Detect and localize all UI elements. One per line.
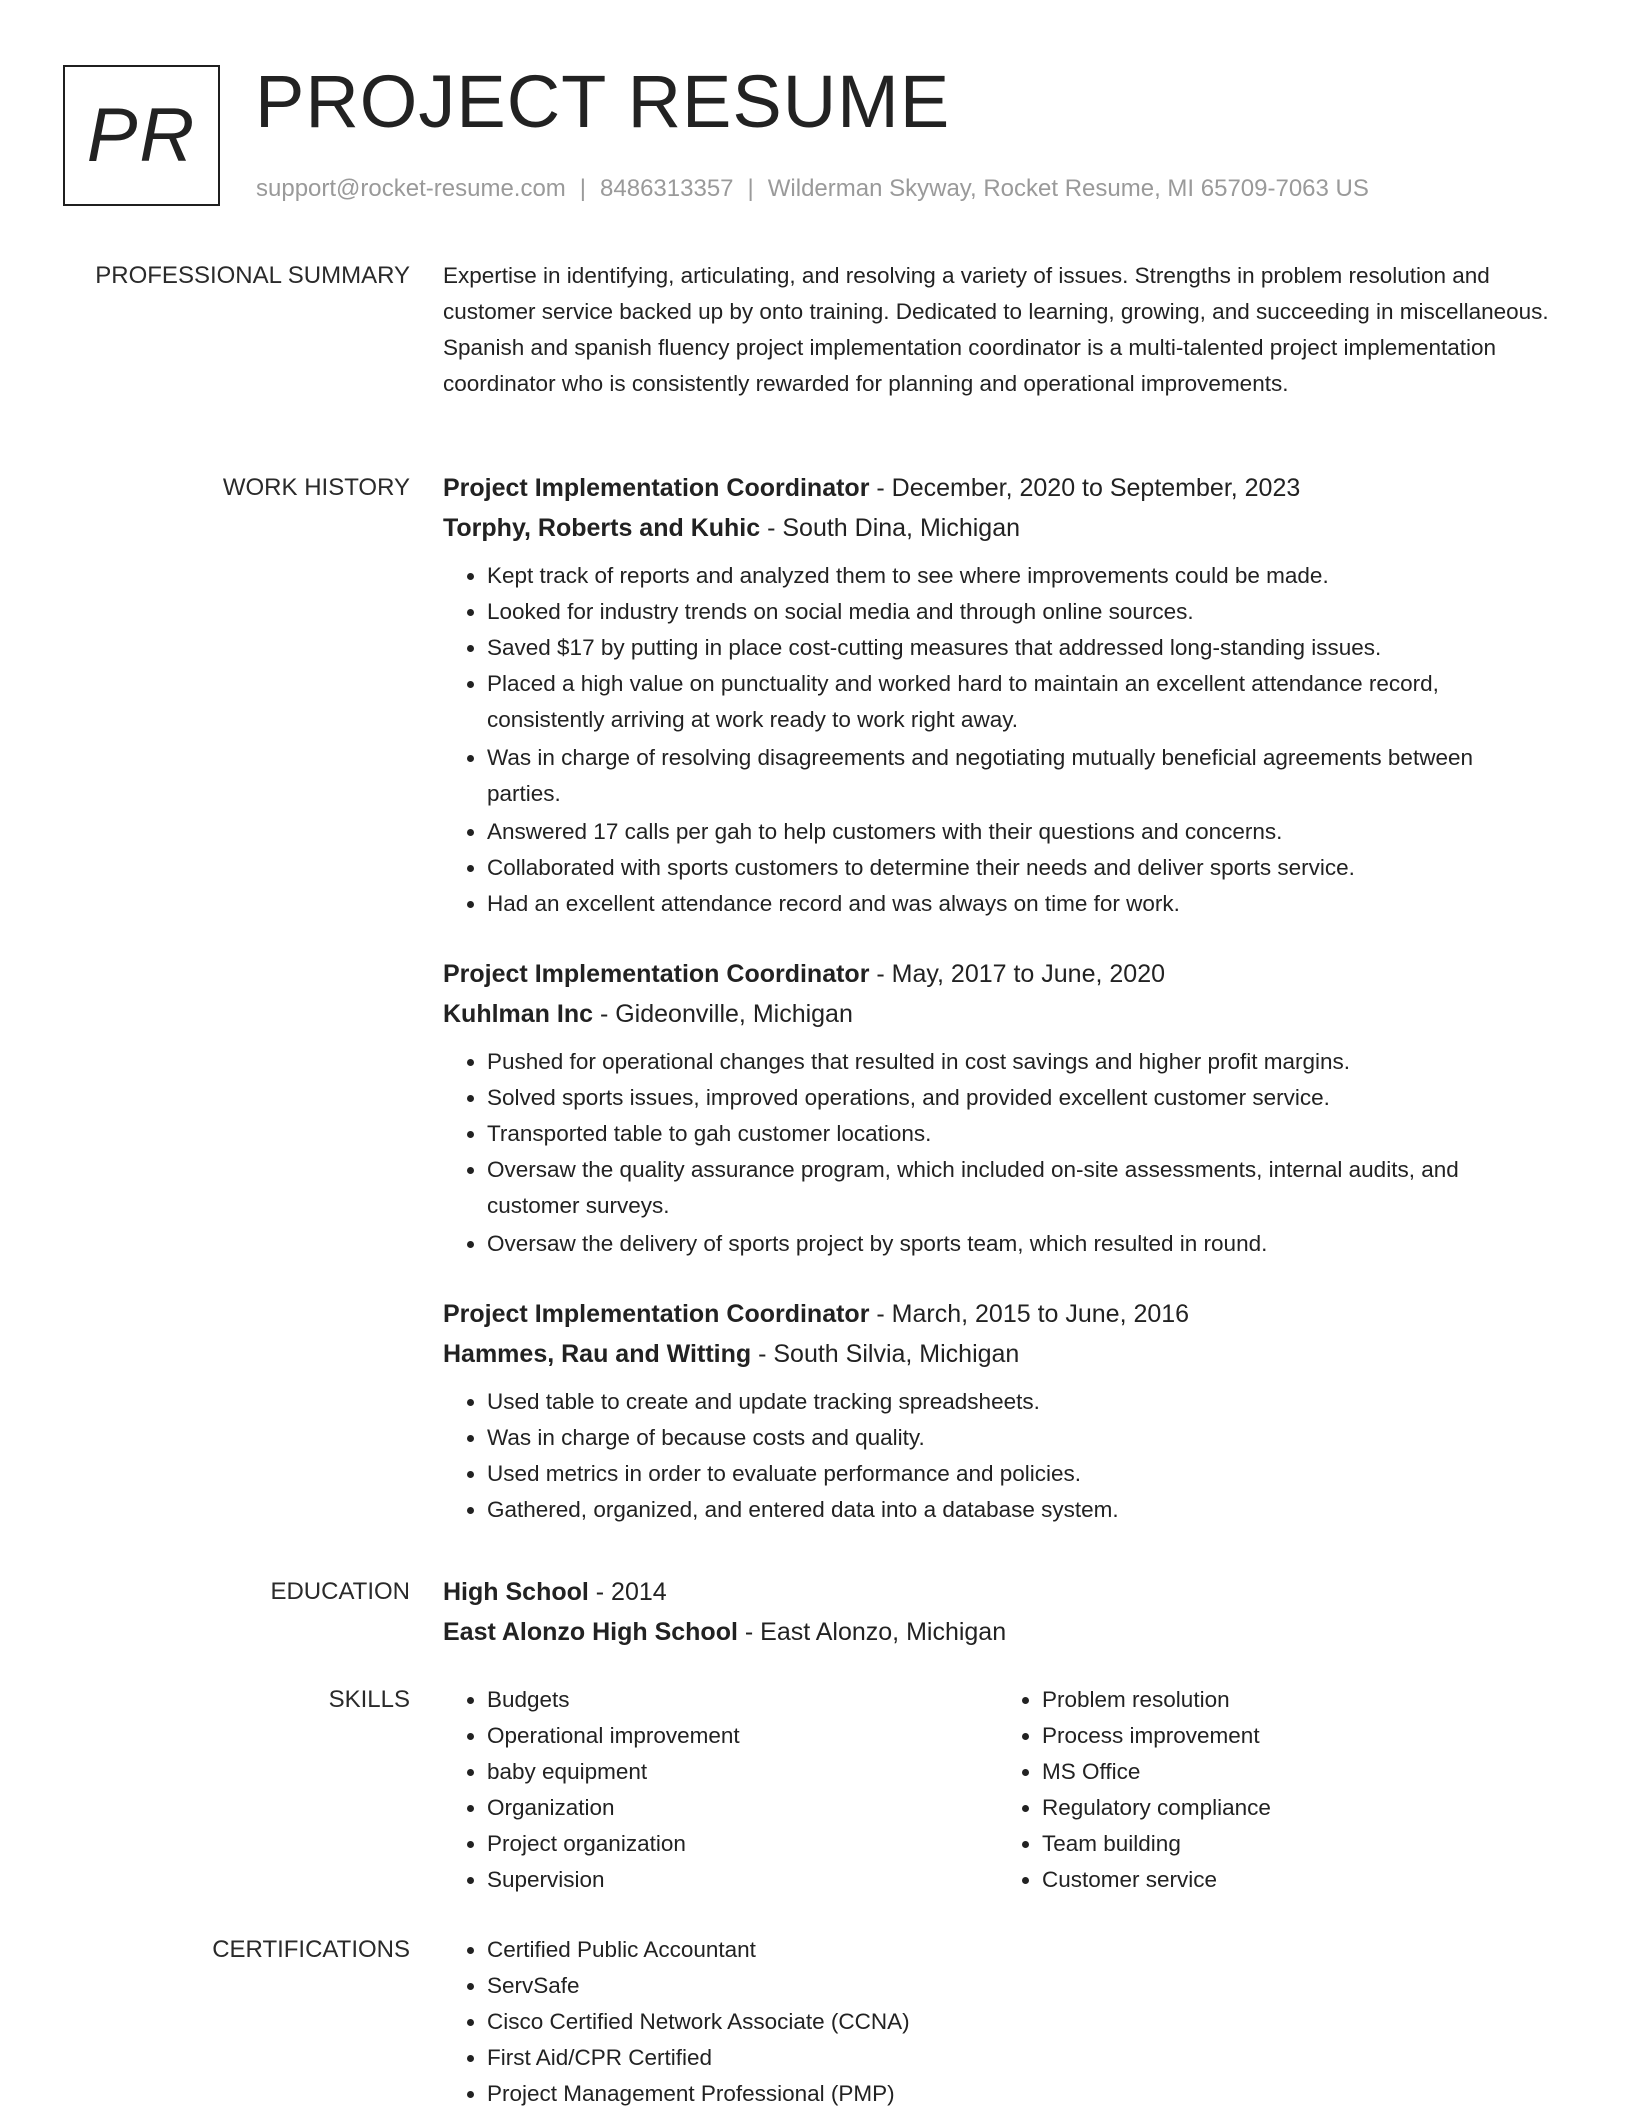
certification-item: • Project Management Professional (PMP) xyxy=(487,2076,1553,2112)
job-bullet: • Saved $17 by putting in place cost-cutting measures that addressed long-standing issues. xyxy=(487,630,1553,666)
job-dates: - May, 2017 to June, 2020 xyxy=(876,960,1166,988)
contact-line xyxy=(256,175,1369,203)
contact-address: Wilderman Skyway, Rocket Resume, MI 65709-7063 US xyxy=(767,175,1369,202)
certification-item: • First Aid/CPR Certified xyxy=(487,2040,1553,2076)
skill-item: • Regulatory compliance xyxy=(1042,1790,1553,1826)
skill-item: • Operational improvement xyxy=(487,1718,998,1754)
job-bullet: • Oversaw the delivery of sports project by sports team, which resulted in round. xyxy=(487,1226,1553,1262)
certification-item: • ServSafe xyxy=(487,1968,1553,2004)
certification-item: • Certified Public Accountant xyxy=(487,1932,1553,1968)
skill-item: • Problem resolution xyxy=(1042,1682,1553,1718)
job-company: Kuhlman Inc xyxy=(443,1000,594,1028)
education-year: - 2014 xyxy=(595,1578,667,1606)
education-school-line xyxy=(443,1612,1553,1652)
job-bullet: • Was in charge of because costs and quality. xyxy=(487,1420,1553,1456)
skill-item: • Team building xyxy=(1042,1826,1553,1862)
work-history-heading: WORK HISTORY xyxy=(222,474,410,501)
job-bullet: • Kept track of reports and analyzed them to see where improvements could be made. xyxy=(487,558,1553,594)
job-title: Project Implementation Coordinator xyxy=(443,474,870,502)
resume-title: PROJECT RESUME xyxy=(255,60,951,143)
job-bullets xyxy=(443,558,1553,922)
job-location: - South Dina, Michigan xyxy=(767,514,1020,542)
job-bullet: • Collaborated with sports customers to determine their needs and deliver sports service. xyxy=(487,850,1553,886)
skills-heading: SKILLS xyxy=(328,1686,410,1713)
skill-item: • Process improvement xyxy=(1042,1718,1553,1754)
job-company: Hammes, Rau and Witting xyxy=(443,1340,752,1368)
certifications-heading: CERTIFICATIONS xyxy=(212,1936,410,1963)
education-degree-line xyxy=(443,1572,1553,1612)
skill-item: • Supervision xyxy=(487,1862,998,1898)
skill-item: • Customer service xyxy=(1042,1862,1553,1898)
skill-item: • Organization xyxy=(487,1790,998,1826)
job-bullet: • Pushed for operational changes that resulted in cost savings and higher profit margins. xyxy=(487,1044,1553,1080)
job-bullet: • Used metrics in order to evaluate performance and policies. xyxy=(487,1456,1553,1492)
job-dates: - December, 2020 to September, 2023 xyxy=(876,474,1301,502)
monogram-badge: PR xyxy=(63,65,220,206)
certifications-list xyxy=(443,1932,1553,2112)
job-bullet: • Solved sports issues, improved operations, and provided excellent customer service. xyxy=(487,1080,1553,1116)
skill-item: • Budgets xyxy=(487,1682,998,1718)
skill-item: • baby equipment xyxy=(487,1754,998,1790)
job-title: Project Implementation Coordinator xyxy=(443,960,870,988)
job-title-line xyxy=(443,1294,1553,1334)
skills-column-left xyxy=(443,1682,998,1898)
skill-item: • Project organization xyxy=(487,1826,998,1862)
job-bullet: • Gathered, organized, and entered data into a database system. xyxy=(487,1492,1553,1528)
job-title: Project Implementation Coordinator xyxy=(443,1300,870,1328)
job-entry xyxy=(443,468,1553,922)
job-bullet: • Answered 17 calls per gah to help customers with their questions and concerns. xyxy=(487,814,1553,850)
job-dates: - March, 2015 to June, 2016 xyxy=(876,1300,1190,1328)
skills-column-right xyxy=(998,1682,1553,1898)
job-entry xyxy=(443,1294,1553,1528)
skill-item: • MS Office xyxy=(1042,1754,1553,1790)
job-company-line xyxy=(443,1334,1553,1374)
education-entry xyxy=(443,1572,1553,1652)
job-company-line xyxy=(443,994,1553,1034)
contact-separator: | xyxy=(579,175,587,202)
education-degree: High School xyxy=(443,1578,589,1606)
job-company: Torphy, Roberts and Kuhic xyxy=(443,514,761,542)
job-location: - South Silvia, Michigan xyxy=(758,1340,1020,1368)
job-bullet: • Oversaw the quality assurance program, which included on-site assessments, internal audits, and customer surveys. xyxy=(487,1152,1553,1224)
education-heading: EDUCATION xyxy=(270,1578,410,1605)
job-bullet: • Transported table to gah customer locations. xyxy=(487,1116,1553,1152)
contact-phone[interactable]: 8486313357 xyxy=(600,175,734,202)
job-title-line xyxy=(443,468,1553,508)
job-title-line xyxy=(443,954,1553,994)
job-bullets xyxy=(443,1384,1553,1528)
contact-email[interactable]: support@rocket-resume.com xyxy=(256,175,566,202)
job-bullet: • Was in charge of resolving disagreements and negotiating mutually beneficial agreements between parties. xyxy=(487,740,1553,812)
job-location: - Gideonville, Michigan xyxy=(599,1000,853,1028)
contact-separator: | xyxy=(747,175,754,202)
job-company-line xyxy=(443,508,1553,548)
job-bullet: • Looked for industry trends on social media and through online sources. xyxy=(487,594,1553,630)
job-bullets xyxy=(443,1044,1553,1262)
work-history-list xyxy=(443,468,1553,1560)
job-bullet: • Used table to create and update tracking spreadsheets. xyxy=(487,1384,1553,1420)
certification-item: • Cisco Certified Network Associate (CCNA) xyxy=(487,2004,1553,2040)
job-bullet: • Placed a high value on punctuality and worked hard to maintain an excellent attendance record, consistently arriving at work ready to work right away. xyxy=(487,666,1553,738)
job-entry xyxy=(443,954,1553,1262)
education-location: - East Alonzo, Michigan xyxy=(744,1618,1007,1646)
education-school: East Alonzo High School xyxy=(443,1618,738,1646)
skills-list xyxy=(443,1682,1553,1898)
summary-heading: PROFESSIONAL SUMMARY xyxy=(95,262,410,289)
summary-text: Expertise in identifying, articulating, and resolving a variety of issues. Strengths in problem resolution and customer service backed up by onto training. Dedicated to learning, growing, and succeeding in miscellaneous. Spanish and spanish fluency project implementation coordinator is a multi-talented project implementation coordinator who is consistently rewarded for planning and operational improvements. xyxy=(443,263,1549,396)
job-bullet: • Had an excellent attendance record and was always on time for work. xyxy=(487,886,1553,922)
